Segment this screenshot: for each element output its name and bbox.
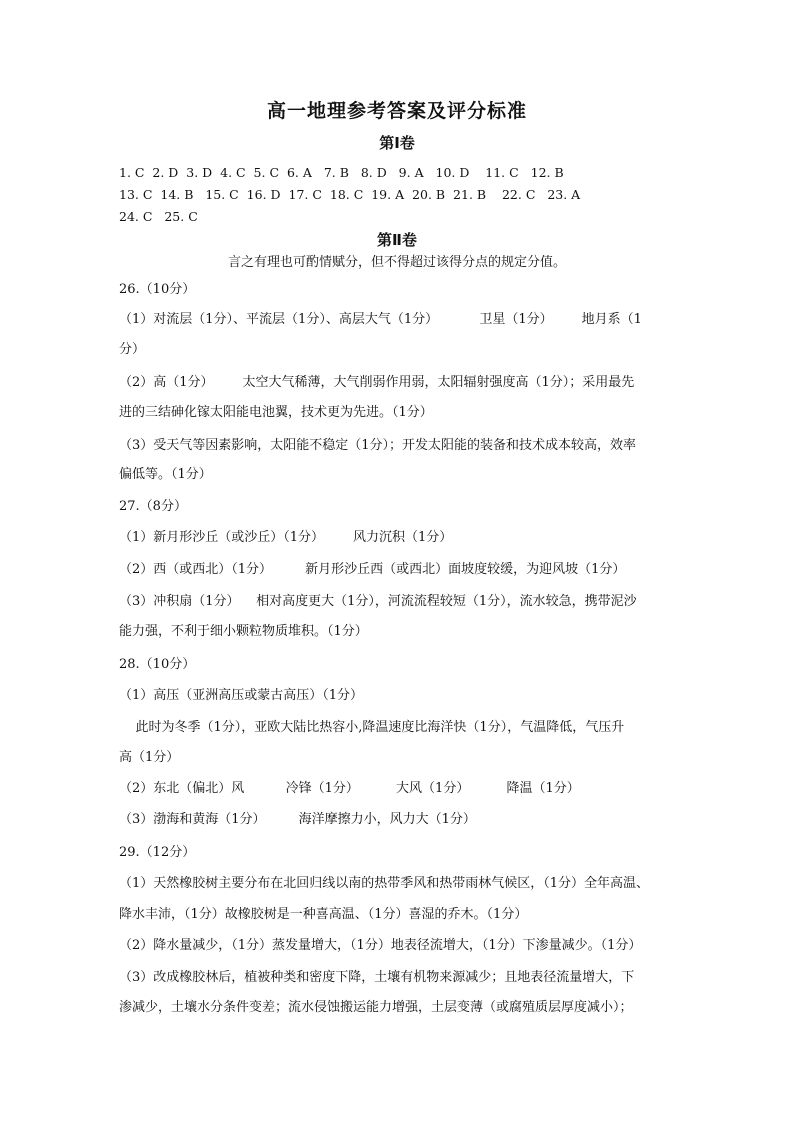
answer-row: 1. C 2. D 3. D 4. C 5. C 6. A 7. B 8. D 9. A 10. D 11. C 12. B <box>119 165 564 180</box>
answer-line: 此时为冬季（1分），亚欧大陆比热容小,降温速度比海洋快（1分），气温降低，气压升 <box>119 720 625 735</box>
answer-line: 分） <box>119 342 146 357</box>
question-heading: 26.（10分） <box>119 282 196 297</box>
answer-line: （3）冲积扇（1分） 相对高度更大（1分），河流流程较短（1分），流水较急，携带泥沙 <box>119 594 637 609</box>
answer-line: （2）降水量减少，（1分）蒸发量增大，（1分）地表径流增大，（1分）下渗量减少。（1分） <box>119 938 642 953</box>
answer-line: （1）高压（亚洲高压或蒙古高压）（1分） <box>119 688 364 703</box>
answer-row: 13. C 14. B 15. C 16. D 17. C 18. C 19. A 20. B 21. B 22. C 23. A <box>119 187 581 202</box>
answer-line: 进的三结砷化镓太阳能电池翼，技术更为先进。（1分） <box>119 405 433 420</box>
answer-line: （3）受天气等因素影响，太阳能不稳定（1分）；开发太阳能的装备和技术成本较高，效率 <box>119 438 637 453</box>
multiple-choice-answers <box>119 162 689 228</box>
question-heading: 27.（8分） <box>119 499 187 514</box>
answer-row: 24. C 25. C <box>119 209 198 224</box>
answer-line: 降水丰沛，（1分）故橡胶树是一种喜高温、（1分）喜湿的乔木。（1分） <box>119 907 528 922</box>
question-heading: 29.（12分） <box>119 845 196 860</box>
answer-line: 偏低等。（1分） <box>119 467 212 482</box>
part2-heading: 第Ⅱ卷 <box>377 231 417 249</box>
answer-line: 能力强，不利于细小颗粒物质堆积。（1分） <box>119 624 368 639</box>
answer-line: （3）渤海和黄海（1分） 海洋摩擦力小，风力大（1分） <box>119 812 476 827</box>
answer-line: （2）高（1分） 太空大气稀薄，大气削弱作用弱，太阳辐射强度高（1分）；采用最先 <box>119 375 635 390</box>
answer-line: 渗减少，土壤水分条件变差；流水侵蚀搬运能力增强，土层变薄（或腐殖质层厚度减小）； <box>119 1000 633 1015</box>
page-title: 高一地理参考答案及评分标准 <box>266 100 527 122</box>
answer-line: （2）西（或西北）（1分） 新月形沙丘西（或西北）面坡度较缓，为迎风坡（1分） <box>119 562 626 577</box>
question-heading: 28.（10分） <box>119 657 196 672</box>
answer-line: （2）东北（偏北）风 冷锋（1分） 大风（1分） 降温（1分） <box>119 781 580 796</box>
answer-line: 高（1分） <box>119 750 180 765</box>
part1-heading: 第Ⅰ卷 <box>379 134 415 152</box>
answer-line: （3）改成橡胶林后，植被种类和密度下降，土壤有机物来源减少；且地表径流量增大，下 <box>119 970 635 985</box>
answer-line: （1）新月形沙丘（或沙丘）（1分） 风力沉积（1分） <box>119 530 453 545</box>
answer-line: （1）天然橡胶树主要分布在北回归线以南的热带季风和热带雨林气候区，（1分）全年高温、 <box>119 876 650 891</box>
answer-line: （1）对流层（1分）、平流层（1分）、高层大气（1分） 卫星（1分） 地月系（1 <box>119 312 642 327</box>
scoring-note: 言之有理也可酌情赋分，但不得超过该得分点的规定分值。 <box>227 255 566 270</box>
